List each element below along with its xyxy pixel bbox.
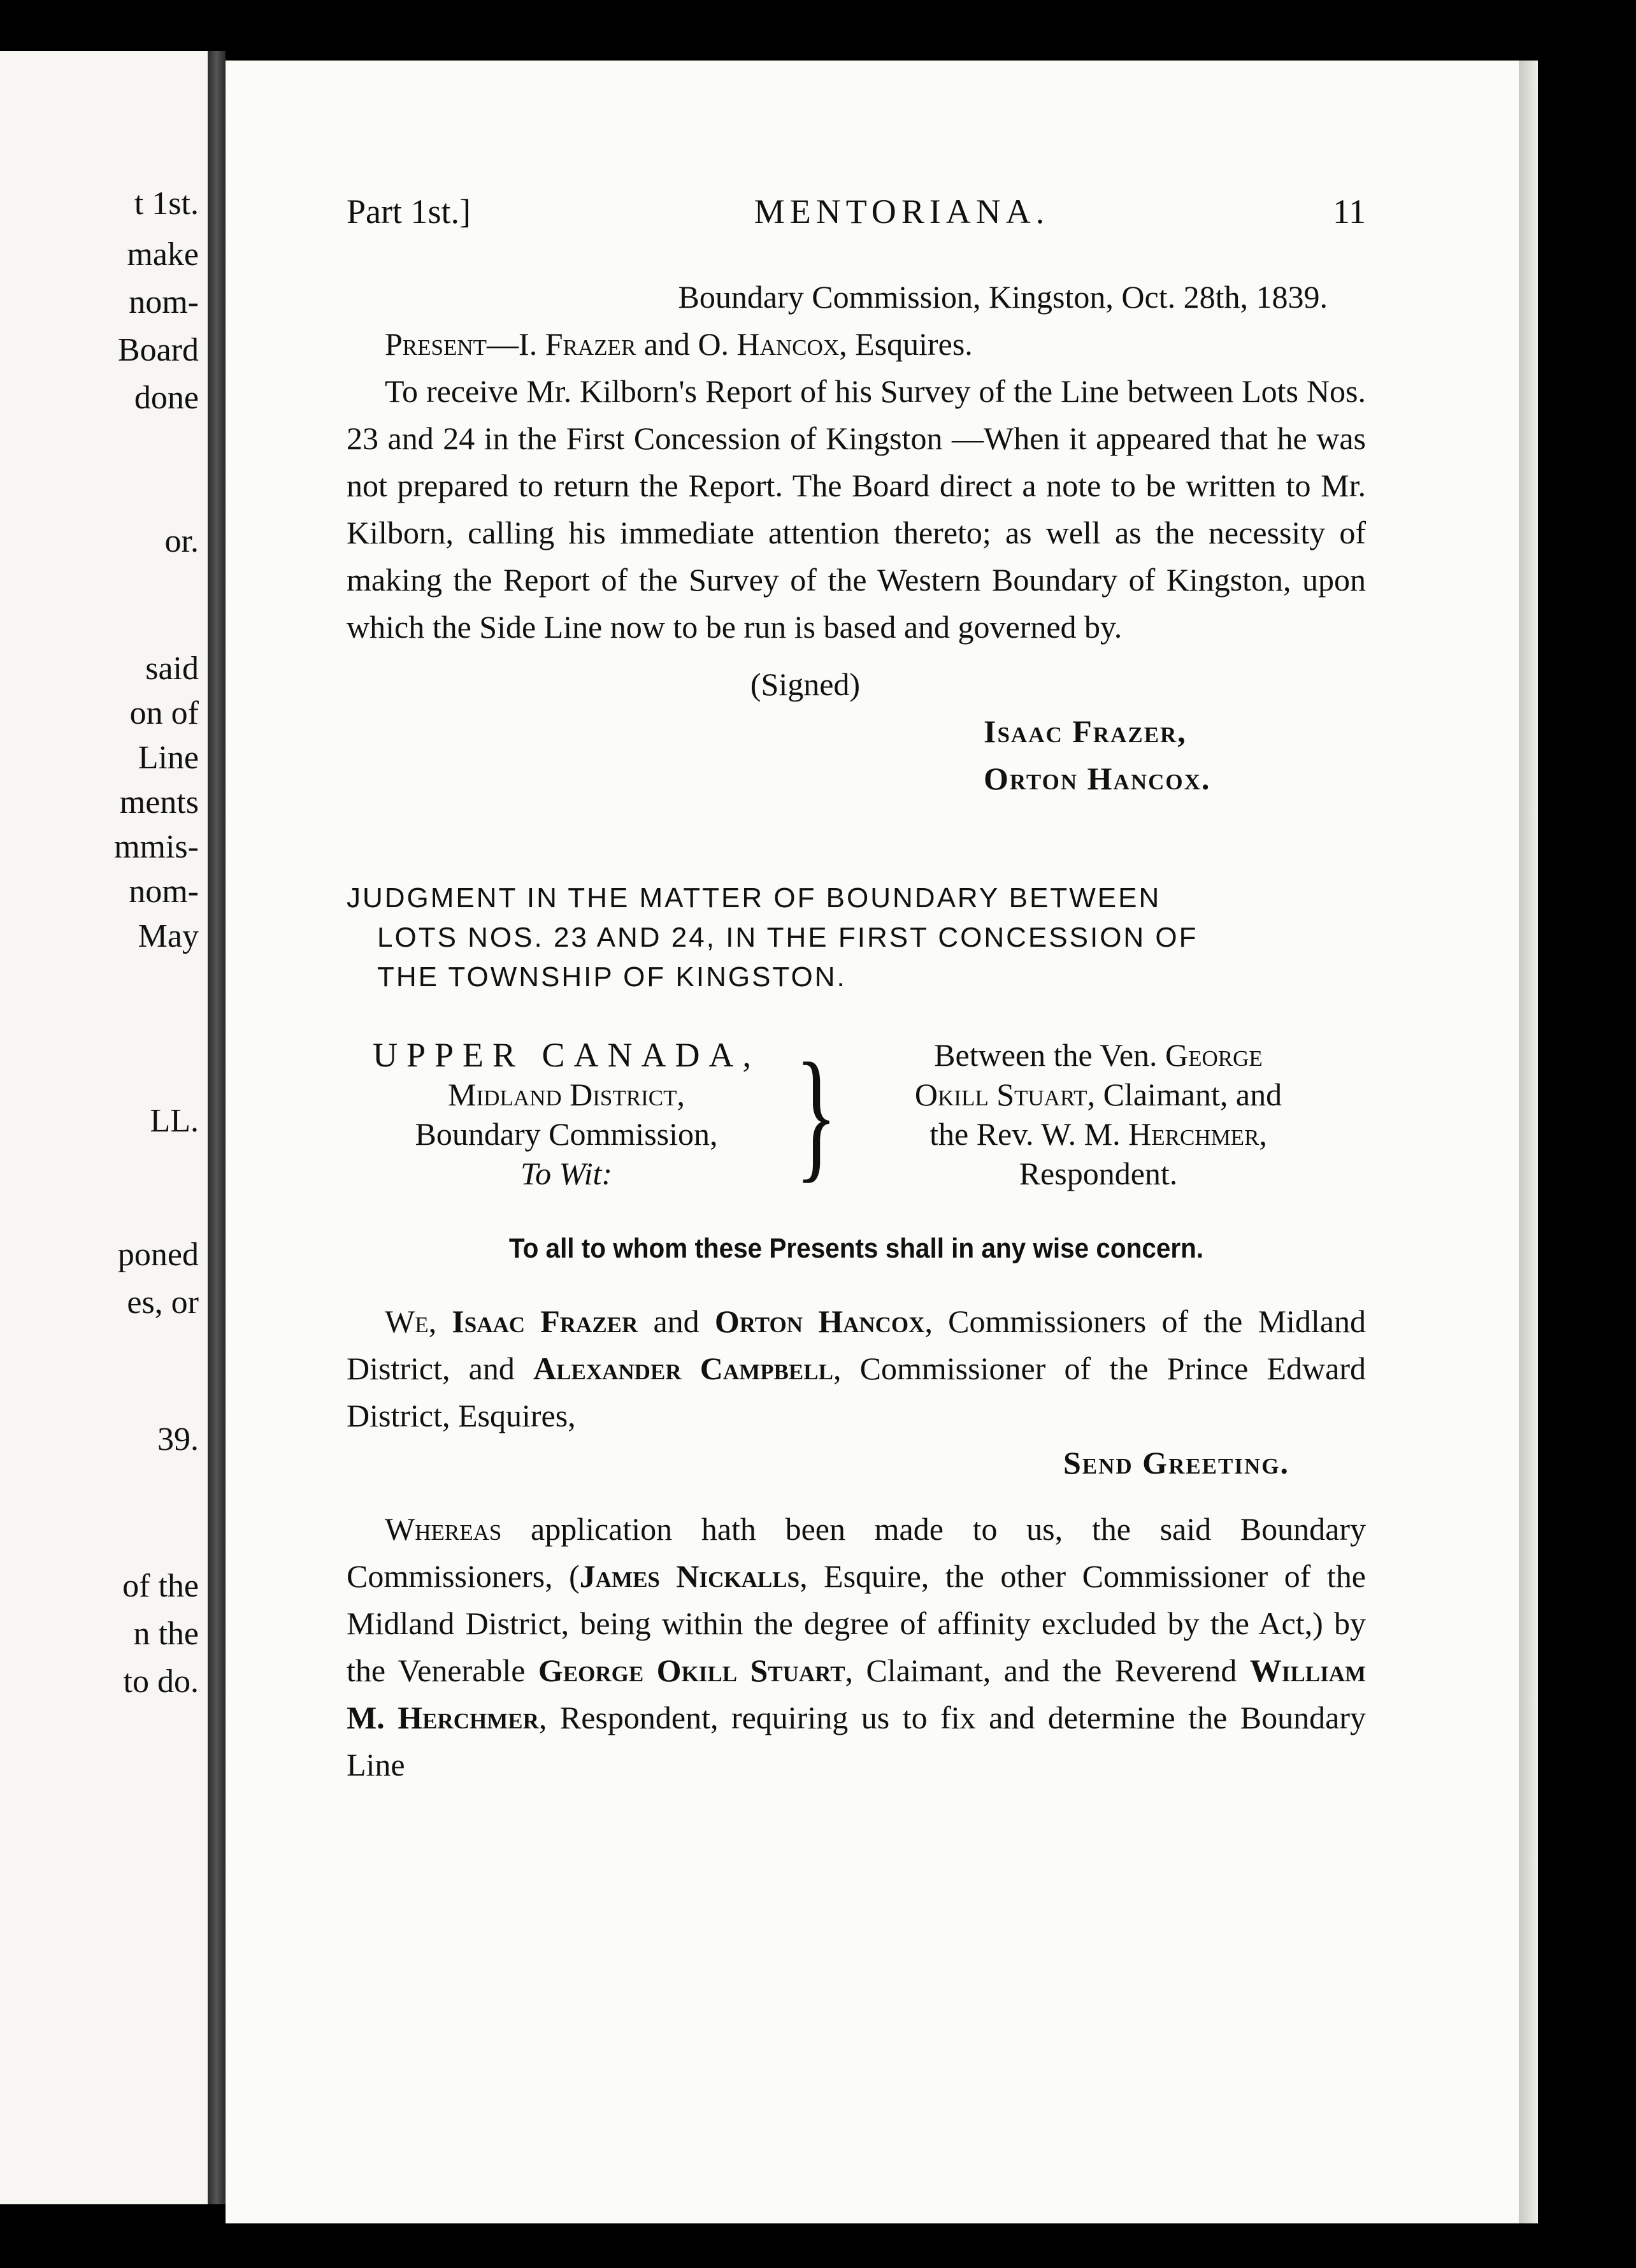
left-fragment: May	[138, 918, 199, 954]
running-head	[347, 188, 1366, 235]
page-content	[347, 188, 1366, 1788]
page-number: 11	[1333, 192, 1366, 231]
left-fragment: ments	[119, 784, 199, 821]
parties-text: the Rev. W. M.	[929, 1116, 1129, 1152]
whereas-text: , Respondent, requiring us to fix and determine the Boundary Line	[347, 1700, 1366, 1783]
left-fragment: said	[145, 650, 199, 687]
person-name: James Nickalls	[579, 1558, 800, 1594]
party-name: Okill Stuart	[914, 1077, 1087, 1112]
left-fragment: 39.	[157, 1421, 199, 1458]
present-rest: , Esquires.	[839, 326, 973, 362]
venue	[347, 1035, 786, 1193]
judgment-heading	[347, 879, 1366, 997]
address-line: To all to whom these Presents shall in any wise concern.	[508, 1233, 1204, 1264]
left-fragment: to do.	[123, 1663, 199, 1700]
dateline: Boundary Commission, Kingston, Oct. 28th, 1839.	[678, 279, 1328, 315]
parties-line	[831, 1035, 1366, 1075]
greeting: Send Greeting.	[1063, 1445, 1289, 1481]
venue-parties-block	[347, 1035, 1366, 1193]
page-title: MENTORIANA.	[754, 192, 1050, 231]
left-fragment: done	[134, 380, 199, 416]
judgment-heading-line: THE TOWNSHIP OF KINGSTON.	[377, 961, 847, 993]
venue-line: To Wit:	[520, 1156, 613, 1191]
whereas-text: , Esquire, the other Commissioner of the Midland District, being within the degree of affinity excluded by the Act,) by the Venerable	[347, 1558, 1366, 1688]
signer-name: Orton Hancox.	[984, 761, 1211, 796]
parties-line	[831, 1075, 1366, 1114]
venue-line: UPPER CANADA,	[372, 1036, 761, 1074]
we-text: ,	[428, 1303, 452, 1339]
commissioner-name: Orton Hancox	[714, 1303, 925, 1339]
whereas-paragraph	[347, 1505, 1366, 1788]
parties-line	[831, 1114, 1366, 1154]
parties	[831, 1035, 1366, 1193]
whereas-label: Whereas	[385, 1511, 502, 1547]
brace-glyph: }	[795, 1033, 838, 1195]
parties-line: Respondent.	[1019, 1156, 1178, 1191]
whereas-text: , Claimant, and the Reverend	[845, 1653, 1250, 1688]
left-fragment: LL.	[150, 1103, 199, 1139]
left-fragment: nom-	[129, 284, 199, 320]
book-gutter	[208, 51, 226, 2204]
left-fragment: Board	[117, 332, 199, 368]
we-text: and	[638, 1303, 715, 1339]
parties-text: Between the Ven.	[934, 1037, 1166, 1073]
present-name: O. Hancox	[698, 326, 840, 362]
judgment-heading-line: JUDGMENT IN THE MATTER OF BOUNDARY BETWEEN	[347, 882, 1161, 914]
venue-line: Boundary Commission,	[415, 1116, 718, 1152]
present-connector: and	[636, 326, 698, 362]
parties-text: ,	[1259, 1116, 1267, 1152]
we-label: We	[385, 1303, 429, 1339]
whereas-text: application hath been made to us, the said Boundary Commissioners, (	[347, 1511, 1366, 1594]
page-edge	[1519, 61, 1538, 2223]
commissioner-name: Isaac Frazer	[452, 1303, 638, 1339]
parties-text: , Claimant, and	[1087, 1077, 1282, 1112]
we-text: , Commissioners of the Midland District, and	[347, 1303, 1367, 1386]
present-label: Present	[385, 326, 487, 362]
part-label: Part 1st.]	[347, 192, 471, 231]
we-text: , Commissioner of the Prince Edward District, Esquires,	[347, 1351, 1367, 1433]
left-fragment: t 1st.	[134, 185, 199, 222]
present-name: I. Frazer	[519, 326, 636, 362]
present-line	[347, 320, 1366, 368]
signature-block	[347, 661, 1366, 802]
left-fragment: on of	[129, 695, 199, 731]
left-fragment: Line	[138, 740, 199, 776]
party-name: Herchmer	[1128, 1116, 1259, 1152]
left-fragment: es, or	[127, 1284, 199, 1321]
signed-label: (Signed)	[750, 666, 861, 702]
report-paragraph: To receive Mr. Kilborn's Report of his Survey of the Line between Lots Nos. 23 and 24 in the First Concession of Kingston —When it appeared that he was not prepared to return the Report. The Board direct a note to be written to Mr. Kilborn, calling his immediate attention thereto; as well as the necessity of making the Report of the Survey of the Western Boundary of Kingston, upon which the Side Line now to be run is based and governed by.	[347, 373, 1366, 645]
left-fragment: make	[127, 236, 199, 273]
party-name: George	[1165, 1037, 1263, 1073]
left-fragment: or.	[164, 523, 199, 559]
commissioner-name: Alexander Campbell	[533, 1351, 833, 1386]
left-fragment: poned	[117, 1237, 199, 1273]
judgment-heading-line: LOTS NOS. 23 AND 24, IN THE FIRST CONCESSION OF	[377, 922, 1198, 953]
book-page	[226, 61, 1519, 2223]
we-paragraph	[347, 1298, 1366, 1439]
left-fragment: mmis-	[114, 829, 199, 865]
present-separator: —	[487, 326, 519, 362]
facing-page-fragment	[0, 51, 208, 2204]
person-name: George Okill Stuart	[538, 1653, 845, 1688]
signer-name: Isaac Frazer,	[984, 714, 1187, 749]
left-fragment: nom-	[129, 873, 199, 910]
venue-line: Midland District,	[448, 1077, 685, 1112]
left-fragment: n the	[133, 1616, 199, 1652]
left-fragment: of the	[122, 1568, 199, 1604]
person-name: William M. Herchmer	[347, 1653, 1367, 1735]
